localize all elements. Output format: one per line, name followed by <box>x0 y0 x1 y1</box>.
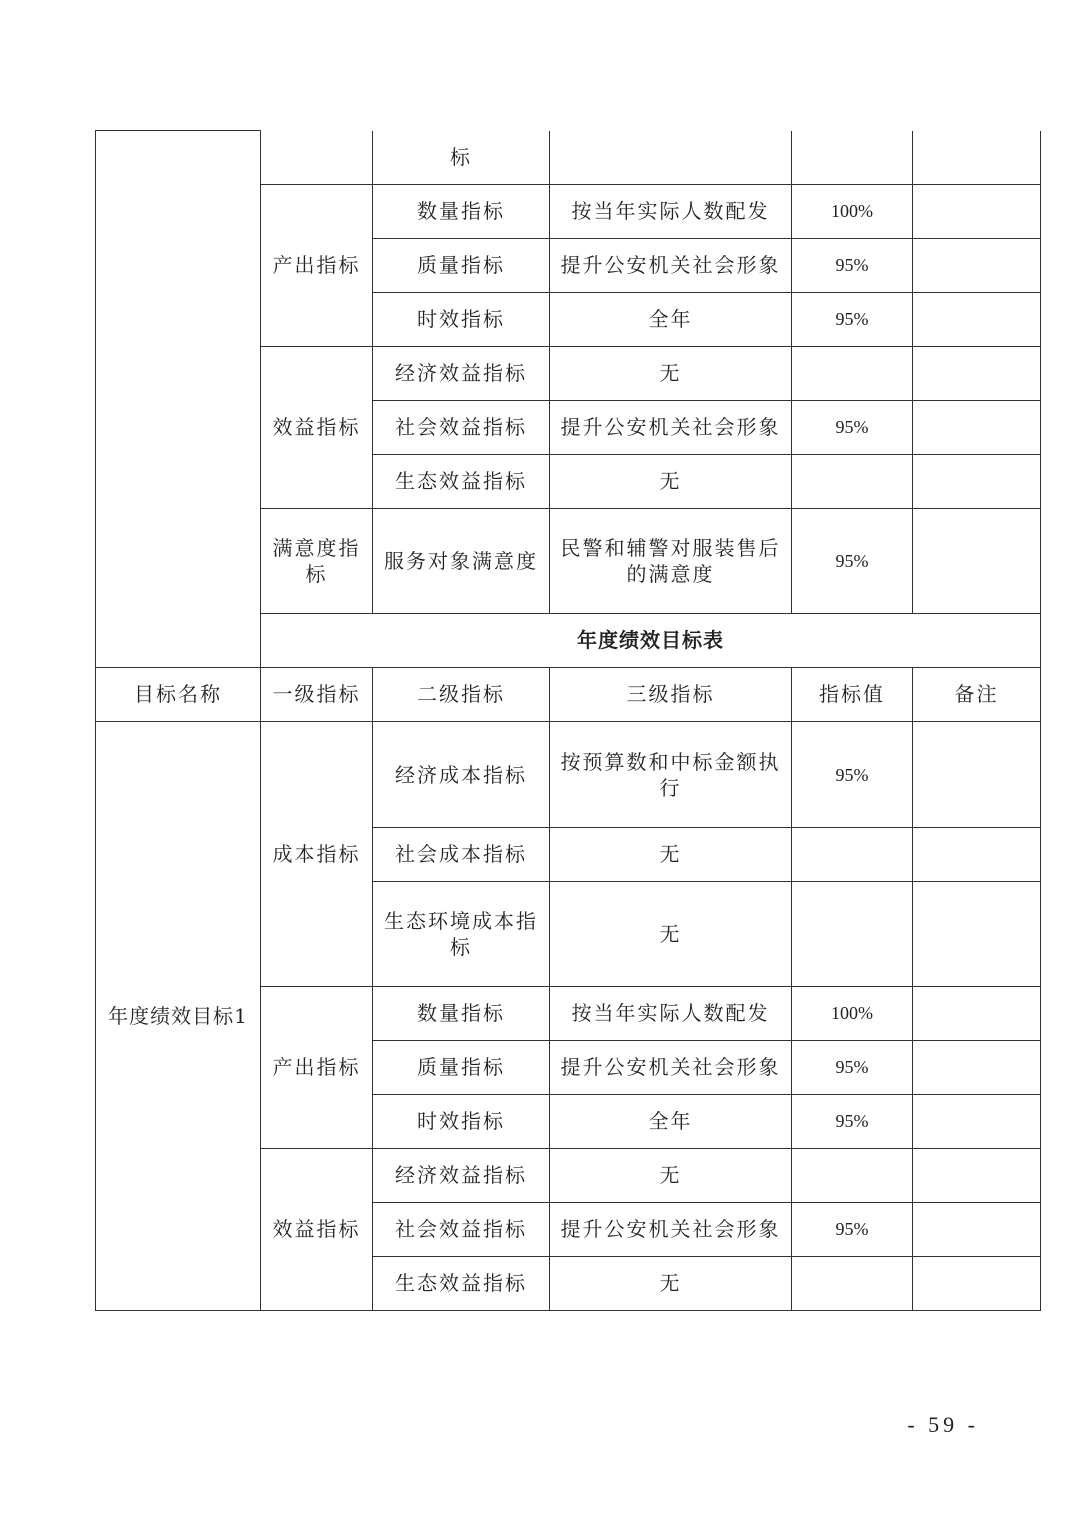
level1-cell <box>261 509 373 614</box>
section-title: 年度绩效目标表 <box>261 614 1041 668</box>
remark-cell <box>913 1149 1041 1203</box>
level1-cell: 效益指标 <box>261 347 373 509</box>
remark-cell <box>913 828 1041 882</box>
header-level1: 一级指标 <box>261 668 373 722</box>
header-value: 指标值 <box>792 668 913 722</box>
value-cell <box>792 1149 913 1203</box>
level3-cell: 全年 <box>550 1095 792 1149</box>
level1-text-line: 满意度指 <box>272 536 361 560</box>
level3-text-line: 行 <box>659 775 682 800</box>
level2-cell: 生态效益指标 <box>373 455 550 509</box>
level1-cell: 产出指标 <box>261 987 373 1149</box>
level3-text-line: 的满意度 <box>626 562 715 586</box>
remark-cell <box>913 293 1041 347</box>
level2-cell: 经济成本指标 <box>373 722 550 828</box>
value-cell: 95% <box>792 401 913 455</box>
remark-cell <box>913 455 1041 509</box>
level1-text-line: 标 <box>305 562 328 586</box>
level3-cell: 无 <box>550 1257 792 1311</box>
remark-cell <box>913 1041 1041 1095</box>
remark-cell <box>913 401 1041 455</box>
level2-cell: 标 <box>373 131 550 185</box>
remark-cell <box>913 882 1041 987</box>
remark-cell <box>913 1095 1041 1149</box>
value-cell: 95% <box>792 1041 913 1095</box>
value-cell <box>792 1257 913 1311</box>
level1-cell: 成本指标 <box>261 722 373 987</box>
goal-name-cell-continued <box>96 131 261 668</box>
level2-cell: 社会成本指标 <box>373 828 550 882</box>
level2-cell: 社会效益指标 <box>373 401 550 455</box>
remark-cell <box>913 347 1041 401</box>
level3-cell: 全年 <box>550 293 792 347</box>
level2-cell: 服务对象满意度 <box>373 509 550 614</box>
level2-cell: 质量指标 <box>373 239 550 293</box>
level2-cell: 质量指标 <box>373 1041 550 1095</box>
remark-cell <box>913 987 1041 1041</box>
value-cell <box>792 131 913 185</box>
level3-cell: 无 <box>550 347 792 401</box>
remark-cell <box>913 185 1041 239</box>
value-cell <box>792 882 913 987</box>
value-cell: 100% <box>792 987 913 1041</box>
level2-cell: 时效指标 <box>373 1095 550 1149</box>
level2-cell: 经济效益指标 <box>373 347 550 401</box>
level3-cell: 提升公安机关社会形象 <box>550 239 792 293</box>
level3-cell: 无 <box>550 1149 792 1203</box>
performance-table <box>95 130 1041 1311</box>
goal-name-cell: 年度绩效目标1 <box>96 722 261 1311</box>
level1-cell-continued <box>261 131 373 185</box>
value-cell: 95% <box>792 509 913 614</box>
level3-cell: 按当年实际人数配发 <box>550 185 792 239</box>
page-number: - 59 - <box>907 1412 979 1437</box>
remark-cell <box>913 131 1041 185</box>
remark-cell <box>913 1257 1041 1311</box>
value-cell: 95% <box>792 722 913 828</box>
header-goal-name: 目标名称 <box>96 668 261 722</box>
level2-cell: 经济效益指标 <box>373 1149 550 1203</box>
remark-cell <box>913 722 1041 828</box>
level2-text-line: 标 <box>450 935 472 959</box>
level3-cell: 提升公安机关社会形象 <box>550 1041 792 1095</box>
remark-cell <box>913 1203 1041 1257</box>
level3-cell: 无 <box>550 455 792 509</box>
level2-cell: 生态效益指标 <box>373 1257 550 1311</box>
level3-cell: 无 <box>550 828 792 882</box>
value-cell: 95% <box>792 1095 913 1149</box>
level3-cell <box>550 509 792 614</box>
value-cell: 100% <box>792 185 913 239</box>
value-cell <box>792 347 913 401</box>
level1-cell: 效益指标 <box>261 1149 373 1311</box>
value-cell: 95% <box>792 293 913 347</box>
level3-cell: 提升公安机关社会形象 <box>550 401 792 455</box>
level1-cell: 产出指标 <box>261 185 373 347</box>
level2-text-line: 生态环境成本指 <box>384 909 538 933</box>
level3-cell <box>550 722 792 828</box>
header-remark: 备注 <box>913 668 1041 722</box>
level2-cell: 时效指标 <box>373 293 550 347</box>
remark-cell <box>913 239 1041 293</box>
level3-cell: 按当年实际人数配发 <box>550 987 792 1041</box>
level2-cell: 数量指标 <box>373 185 550 239</box>
level3-cell: 无 <box>550 882 792 987</box>
remark-cell <box>913 509 1041 614</box>
level3-text-line: 按预算数和中标金额执 <box>560 749 781 774</box>
value-cell: 95% <box>792 239 913 293</box>
value-cell: 95% <box>792 1203 913 1257</box>
value-cell <box>792 455 913 509</box>
level3-text-line: 民警和辅警对服装售后 <box>560 536 781 560</box>
level2-cell: 数量指标 <box>373 987 550 1041</box>
level3-cell <box>550 131 792 185</box>
level2-cell: 社会效益指标 <box>373 1203 550 1257</box>
header-level2: 二级指标 <box>373 668 550 722</box>
level2-cell <box>373 882 550 987</box>
level3-cell: 提升公安机关社会形象 <box>550 1203 792 1257</box>
header-level3: 三级指标 <box>550 668 792 722</box>
value-cell <box>792 828 913 882</box>
